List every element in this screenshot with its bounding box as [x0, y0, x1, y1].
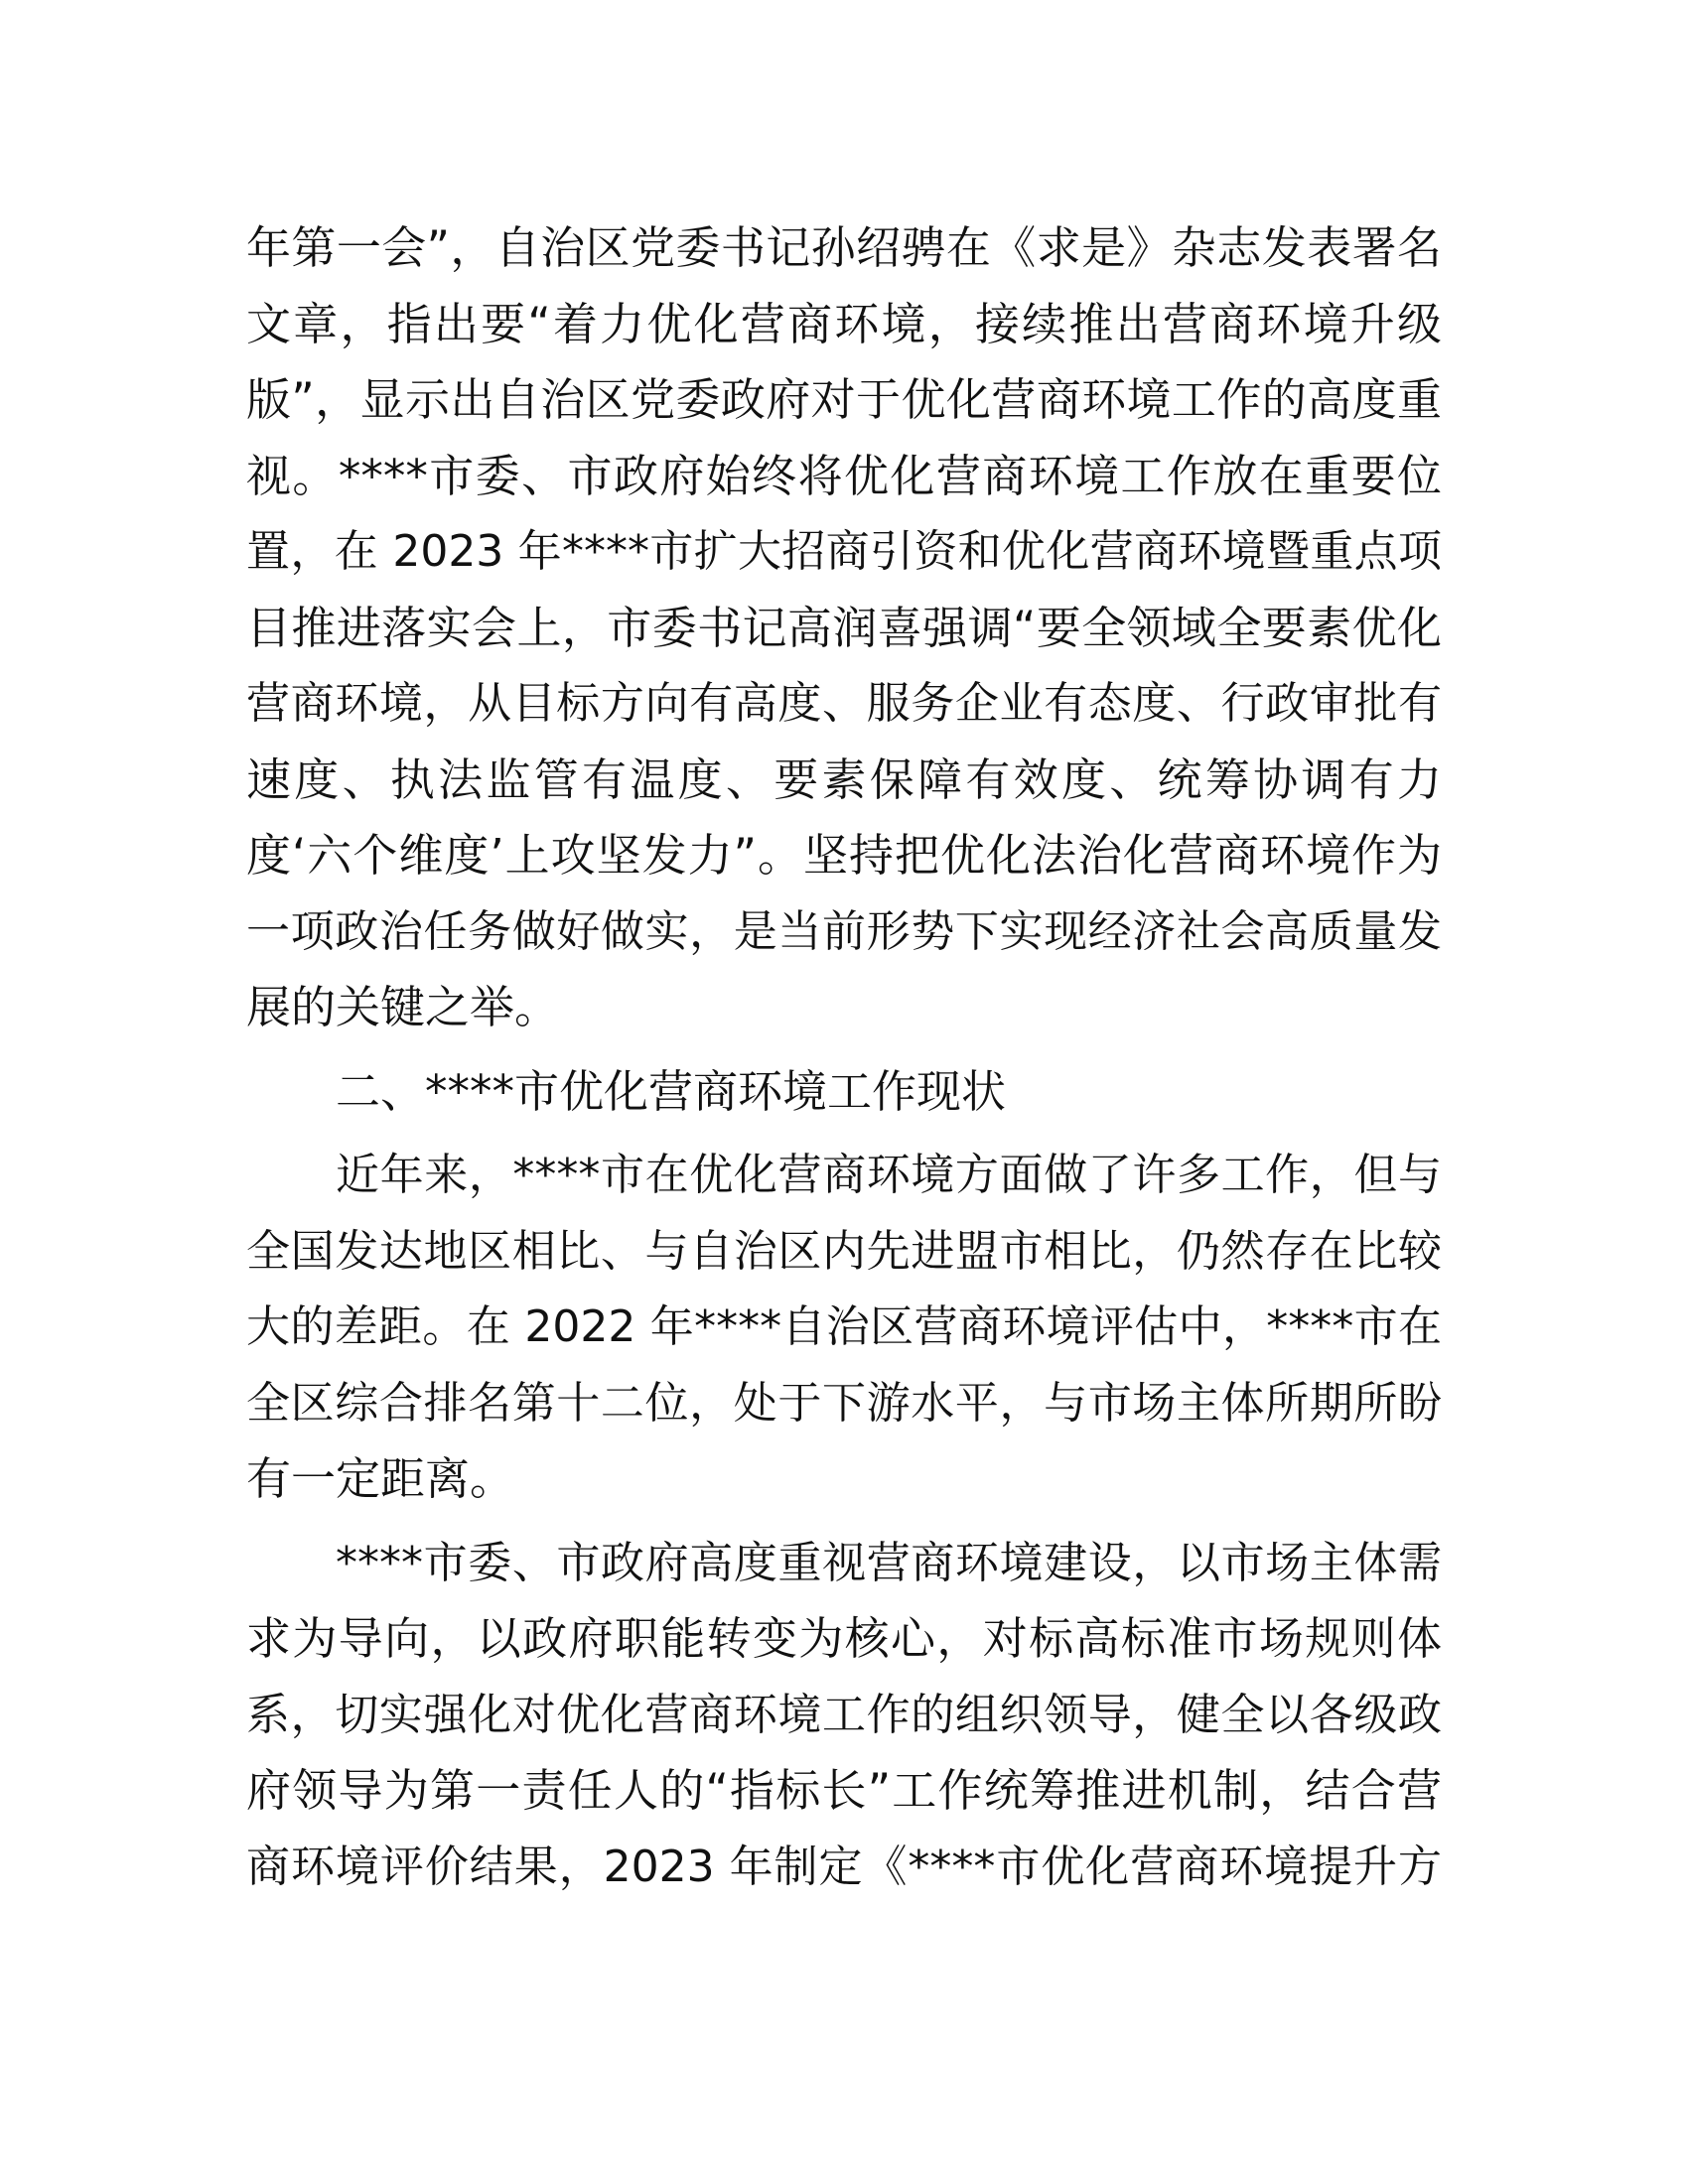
text-line: 一项政治任务做好做实，是当前形势下实现经济社会高质量发	[246, 905, 1442, 957]
text-line: 版”，显示出自治区党委政府对于优化营商环境工作的高度重	[246, 373, 1442, 426]
paragraph-3	[246, 1526, 1442, 1906]
text-line: 有一定距离。	[246, 1452, 515, 1505]
text-line: 全区综合排名第十二位，处于下游水平，与市场主体所期所盼	[246, 1377, 1442, 1429]
text-line: 全国发达地区相比、与自治区内先进盟市相比，仍然存在比较	[246, 1225, 1442, 1277]
text-line: 度‘六个维度’上攻坚发力”。坚持把优化法治化营商环境作为	[246, 829, 1442, 882]
text-line: 速度、执法监管有温度、要素保障有效度、统筹协调有力	[246, 752, 1442, 806]
text-line: 系，切实强化对优化营商环境工作的组织领导，健全以各级政	[246, 1689, 1442, 1740]
paragraph-1	[246, 210, 1442, 1046]
heading-line: 二、****市优化营商环境工作现状	[336, 1064, 1007, 1118]
text-line: 目推进落实会上，市委书记高润喜强调“要全领域全要素优化	[246, 601, 1442, 654]
text-line: 营商环境，从目标方向有高度、服务企业有态度、行政审批有	[246, 678, 1442, 729]
text-line: 视。****市委、市政府始终将优化营商环境工作放在重要位	[246, 449, 1442, 502]
paragraph-2	[246, 1138, 1442, 1518]
text-line: 求为导向，以政府职能转变为核心，对标高标准市场规则体	[246, 1612, 1442, 1665]
text-line: 文章，指出要“着力优化营商环境，接续推出营商环境升级	[246, 297, 1442, 350]
text-line: 置，在 2023 年****市扩大招商引资和优化营商环境暨重点项	[246, 526, 1442, 577]
text-line: 年第一会”，自治区党委书记孙绍骋在《求是》杂志发表署名	[246, 221, 1442, 274]
section-heading	[246, 1054, 1442, 1131]
text-line: ****市委、市政府高度重视营商环境建设，以市场主体需	[336, 1537, 1442, 1588]
text-line: 商环境评价结果，2023 年制定《****市优化营商环境提升方	[246, 1841, 1442, 1892]
document-body	[246, 210, 1442, 1905]
text-line: 大的差距。在 2022 年****自治区营商环境评估中，****市在	[246, 1301, 1442, 1352]
text-line: 展的关键之举。	[246, 981, 560, 1033]
text-line: 近年来，****市在优化营商环境方面做了许多工作，但与	[336, 1150, 1442, 1200]
text-line: 府领导为第一责任人的“指标长”工作统筹推进机制，结合营	[246, 1764, 1442, 1817]
